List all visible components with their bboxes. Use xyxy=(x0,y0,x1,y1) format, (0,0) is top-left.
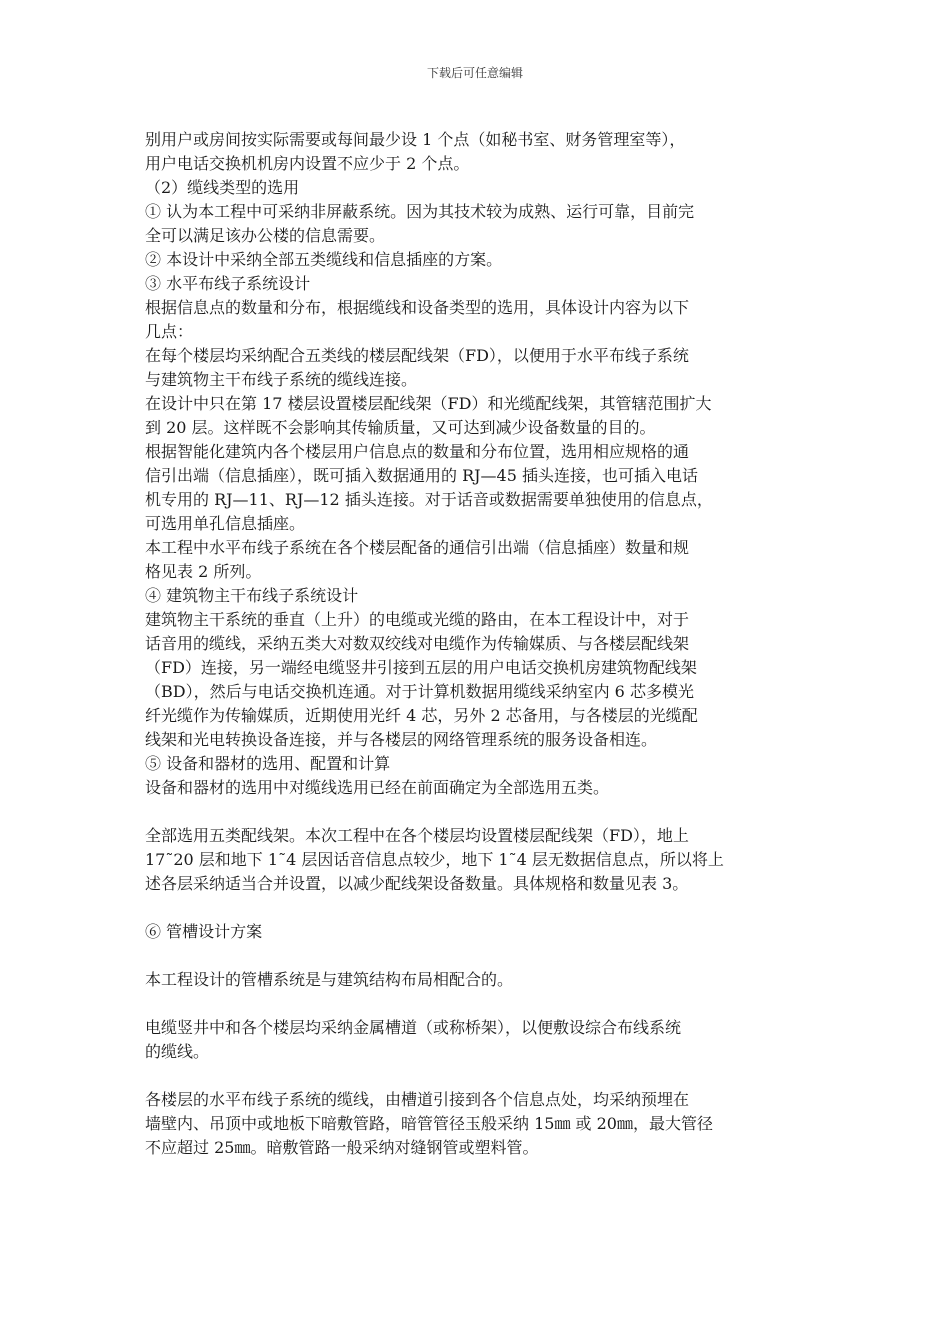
text-line: 在每个楼层均采纳配合五类线的楼层配线架（FD），以便用于水平布线子系统 xyxy=(145,346,689,365)
text-line: （2）缆线类型的选用 xyxy=(145,178,300,197)
text-line: 信引出端（信息插座），既可插入数据通用的 RJ—45 插头连接，也可插入电话 xyxy=(145,466,698,485)
blank-line xyxy=(145,896,815,920)
text-line: ③ 水平布线子系统设计 xyxy=(145,274,311,293)
text-line: ④ 建筑物主干布线子系统设计 xyxy=(145,586,359,605)
text-line: ⑤ 设备和器材的选用、配置和计算 xyxy=(145,754,391,773)
text-line: 在设计中只在第 17 楼层设置楼层配线架（FD）和光缆配线架，其管辖范围扩大 xyxy=(145,394,712,413)
text-line: 17˜20 层和地下 1˜4 层因话音信息点较少，地下 1˜4 层无数据信息点，所以将上 xyxy=(145,850,724,869)
text-line: 电缆竖井中和各个楼层均采纳金属槽道（或称桥架），以便敷设综合布线系统 xyxy=(145,1018,682,1037)
text-line: 述各层采纳适当合并设置，以减少配线架设备数量。具体规格和数量见表 3。 xyxy=(145,874,689,893)
text-line: 纤光缆作为传输媒质，近期使用光纤 4 芯，另外 2 芯备用，与各楼层的光缆配 xyxy=(145,706,698,725)
text-line: 全部选用五类配线架。本次工程中在各个楼层均设置楼层配线架（FD），地上 xyxy=(145,826,689,845)
text-line: 各楼层的水平布线子系统的缆线，由槽道引接到各个信息点处，均采纳预埋在 xyxy=(145,1090,690,1109)
text-line: 与建筑物主干布线子系统的缆线连接。 xyxy=(145,370,418,389)
text-line: 根据智能化建筑内各个楼层用户信息点的数量和分布位置，选用相应规格的通 xyxy=(145,442,690,461)
text-line: 的缆线。 xyxy=(145,1042,210,1061)
blank-line xyxy=(145,944,815,968)
text-line: 别用户或房间按实际需要或每间最少设 1 个点（如秘书室、财务管理室等）， xyxy=(145,130,686,149)
document-body xyxy=(145,128,815,1160)
text-line: ② 本设计中采纳全部五类缆线和信息插座的方案。 xyxy=(145,250,503,269)
page-header: 下载后可任意编辑 xyxy=(426,66,523,80)
text-line: 根据信息点的数量和分布，根据缆线和设备类型的选用，具体设计内容为以下 xyxy=(145,298,690,317)
text-line: 几点： xyxy=(145,322,194,341)
text-line: 话音用的缆线，采纳五类大对数双绞线对电缆作为传输媒质、与各楼层配线架 xyxy=(145,634,690,653)
blank-line xyxy=(145,800,815,824)
text-line: 到 20 层。这样既不会影响其传输质量，又可达到减少设备数量的目的。 xyxy=(145,418,656,437)
text-line: 不应超过 25㎜。暗敷管路一般采纳对缝钢管或塑料管。 xyxy=(145,1138,539,1157)
text-line: 机专用的 RJ—11、RJ—12 插头连接。对于话音或数据需要单独使用的信息点， xyxy=(145,490,713,509)
text-line: 格见表 2 所列。 xyxy=(145,562,262,581)
text-line: 建筑物主干系统的垂直（上升）的电缆或光缆的路由，在本工程设计中，对于 xyxy=(145,610,690,629)
text-line: 本工程中水平布线子系统在各个楼层配备的通信引出端（信息插座）数量和规 xyxy=(145,538,690,557)
text-line: 本工程设计的管槽系统是与建筑结构布局相配合的。 xyxy=(145,970,514,989)
text-line: 全可以满足该办公楼的信息需要。 xyxy=(145,226,386,245)
blank-line xyxy=(145,1064,815,1088)
text-line: 线架和光电转换设备连接，并与各楼层的网络管理系统的服务设备相连。 xyxy=(145,730,658,749)
text-line: 用户电话交换机机房内设置不应少于 2 个点。 xyxy=(145,154,470,173)
text-line: 墙壁内、吊顶中或地板下暗敷管路，暗管管径玉般采纳 15㎜ 或 20㎜，最大管径 xyxy=(145,1114,713,1133)
text-line: 可选用单孔信息插座。 xyxy=(145,514,306,533)
text-line: 设备和器材的选用中对缆线选用已经在前面确定为全部选用五类。 xyxy=(145,778,610,797)
blank-line xyxy=(145,992,815,1016)
text-line: （FD）连接，另一端经电缆竖井引接到五层的用户电话交换机房建筑物配线架 xyxy=(145,658,697,677)
text-line: ① 认为本工程中可采纳非屏蔽系统。因为其技术较为成熟、运行可靠，目前完 xyxy=(145,202,695,221)
text-line: （BD），然后与电话交换机连通。对于计算机数据用缆线采纳室内 6 芯多模光 xyxy=(145,682,694,701)
text-line: ⑥ 管槽设计方案 xyxy=(145,922,263,941)
